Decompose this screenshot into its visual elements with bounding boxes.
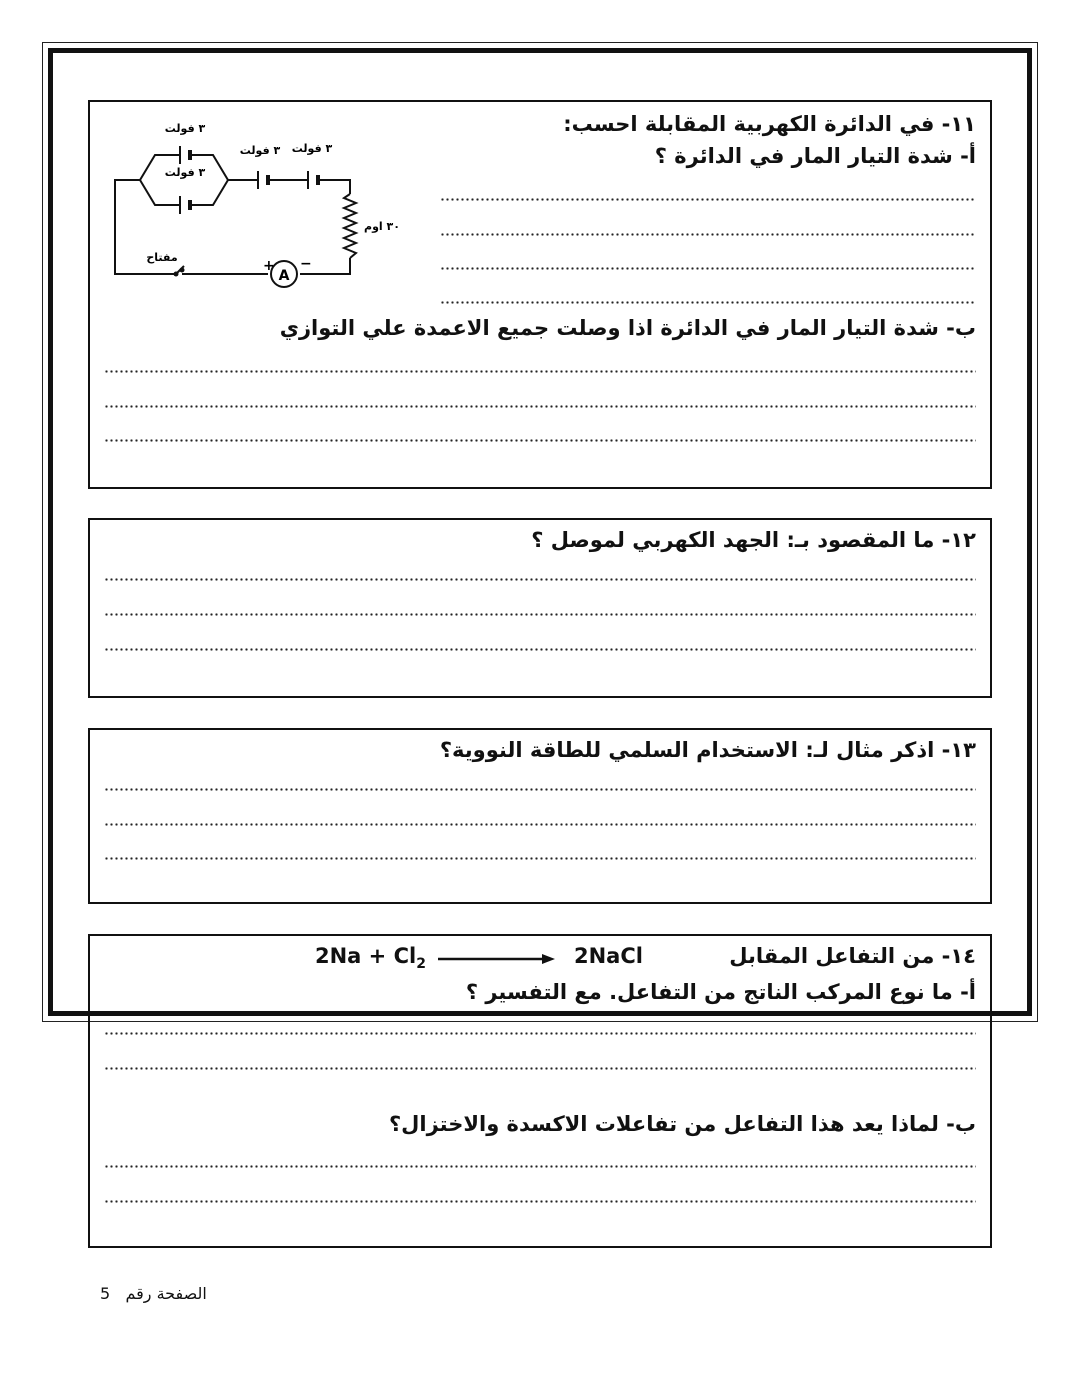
answer-line[interactable]	[104, 823, 976, 826]
question-13-title: ١٣- اذكر مثال لـ: الاستخدام السلمي للطاقة النووية؟	[439, 738, 976, 762]
ammeter-plus-label: +	[263, 258, 275, 274]
cell-top-label: ٣ فولت	[164, 122, 206, 135]
switch-label: مفتاح	[146, 251, 178, 264]
answer-line[interactable]	[104, 788, 976, 791]
answer-line[interactable]	[104, 857, 976, 860]
page-label: الصفحة رقم	[125, 1284, 207, 1303]
answer-line[interactable]	[104, 578, 976, 581]
page-footer	[100, 1284, 207, 1303]
page-number: 5	[100, 1284, 111, 1303]
cell-mid-label: ٣ فولت	[164, 166, 206, 179]
ammeter-minus-label: −	[300, 256, 312, 272]
answer-line[interactable]	[104, 405, 976, 408]
answer-line[interactable]	[104, 370, 976, 373]
equation-subscript: 2	[416, 956, 426, 973]
answer-line[interactable]	[104, 648, 976, 651]
answer-line[interactable]	[440, 301, 976, 304]
ammeter-symbol: A	[278, 268, 290, 284]
question-11-part-a: أ- شدة التيار المار في الدائرة ؟	[654, 144, 976, 168]
equation-product: 2NaCl	[574, 944, 643, 968]
question-14-box	[88, 934, 992, 1248]
question-13-box	[88, 728, 992, 904]
answer-line[interactable]	[104, 439, 976, 442]
answer-line[interactable]	[104, 613, 976, 616]
cell-series-2-label: ٣ فولت	[291, 142, 333, 155]
question-11-title: ١١- في الدائرة الكهربية المقابلة احسب:	[563, 112, 976, 136]
answer-line[interactable]	[104, 1200, 976, 1203]
question-14-part-a: أ- ما نوع المركب الناتج من التفاعل. مع التفسير ؟	[465, 980, 976, 1004]
question-14-title: ١٤- من التفاعل المقابل	[729, 944, 976, 968]
answer-line[interactable]	[104, 1067, 976, 1070]
question-11-box	[88, 100, 992, 489]
answer-line[interactable]	[440, 233, 976, 236]
answer-line[interactable]	[440, 267, 976, 270]
answer-line[interactable]	[104, 1165, 976, 1168]
circuit-diagram	[110, 108, 410, 288]
question-12-box	[88, 518, 992, 698]
answer-line[interactable]	[104, 1032, 976, 1035]
question-12-title: ١٢- ما المقصود بـ: الجهد الكهربي لموصل ؟	[531, 528, 976, 552]
cell-series-1-label: ٣ فولت	[239, 144, 281, 157]
question-14-part-b: ب- لماذا يعد هذا التفاعل من تفاعلات الاكسدة والاختزال؟	[388, 1112, 976, 1136]
resistor-label: ٣٠ اوم	[364, 220, 400, 233]
reaction-arrow	[438, 952, 556, 966]
equation-reactants	[315, 944, 426, 972]
equation-left-text: 2Na + Cl	[315, 944, 417, 968]
answer-line[interactable]	[440, 198, 976, 201]
question-11-part-b: ب- شدة التيار المار في الدائرة اذا وصلت جميع الاعمدة علي التوازي	[279, 316, 976, 340]
